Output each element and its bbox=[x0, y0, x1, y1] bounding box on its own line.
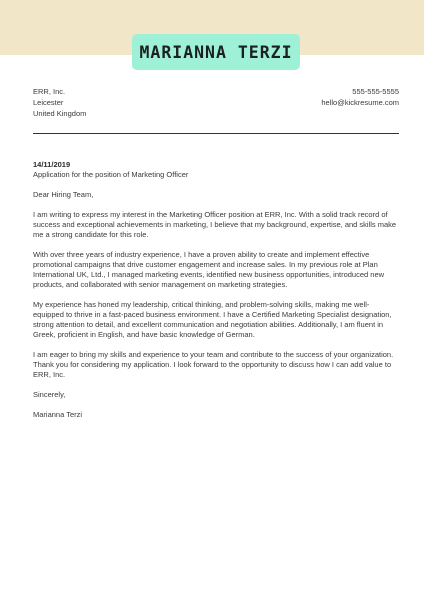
letter-paragraph-4: I am eager to bring my skills and experience to your team and contribute to the success of your organization. Thank you for considering my application. I look forward to the opportunity to discuss how I can add value to ERR, Inc. bbox=[33, 350, 394, 379]
letter-paragraph-2: With over three years of industry experience, I have a proven ability to create and implement effective promotional campaigns that drive customer engagement and increase sales. In my previous role at Plan International UK, Ltd., I managed marketing events, identified new business opportunities, introduced new products, and collaborated with senior management on marketing strategies. bbox=[33, 250, 385, 289]
contact-email: hello@kickresume.com bbox=[321, 98, 399, 107]
letter-body bbox=[33, 160, 399, 430]
letter-date: 14/11/2019 bbox=[33, 160, 71, 169]
letter-paragraph-3: My experience has honed my leadership, critical thinking, and problem-solving skills, making me well-equipped to thrive in a fast-paced business environment. I have a Certified Marketing Specialist designation, strong attention to detail, and excellent communication and negotiation abilities. Additionally, I am fluent in Greek, proficient in English, and have basic knowledge of German. bbox=[33, 300, 392, 339]
contact-phone: 555-555-5555 bbox=[352, 87, 399, 96]
recipient-city: Leicester bbox=[33, 98, 64, 107]
letter-paragraph-1: I am writing to express my interest in the Marketing Officer position at ERR, Inc. With a solid track record of success and exceptional achievements in marketing, I believe that my background, expertise, and skills make me a strong candidate for this role. bbox=[33, 210, 397, 239]
name-banner bbox=[132, 34, 300, 70]
recipient-address bbox=[33, 86, 86, 119]
recipient-country: United Kingdom bbox=[33, 109, 87, 118]
header-divider bbox=[33, 133, 399, 134]
letter-subject: Application for the position of Marketing Officer bbox=[33, 170, 189, 179]
letter-closing: Sincerely, bbox=[33, 390, 66, 399]
letter-signature: Marianna Terzi bbox=[33, 410, 83, 419]
letter-greeting: Dear Hiring Team, bbox=[33, 190, 94, 199]
recipient-company: ERR, Inc. bbox=[33, 87, 66, 96]
contact-info bbox=[321, 86, 399, 108]
applicant-name: MARIANNA TERZI bbox=[139, 42, 293, 62]
